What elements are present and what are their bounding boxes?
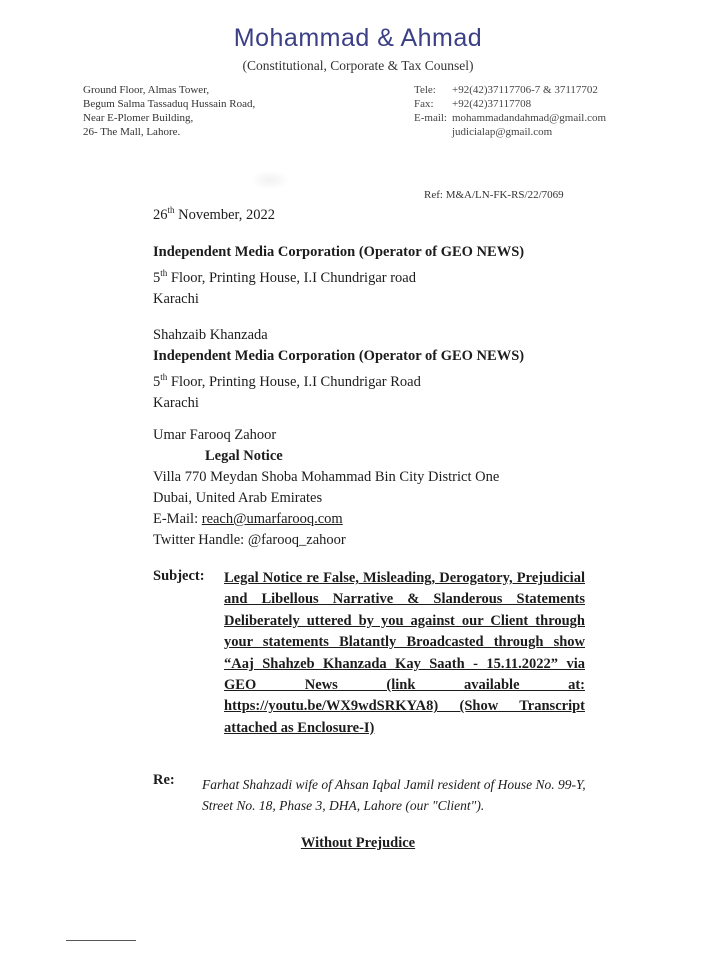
recipient-name: Shahzaib Khanzada bbox=[153, 327, 268, 343]
firm-name: Mohammad & Ahmad bbox=[233, 24, 483, 52]
re-label: Re: bbox=[153, 772, 175, 788]
recipient-email-label: E-Mail: bbox=[153, 511, 202, 527]
tele-value: +92(42)37117706-7 & 37117702 bbox=[452, 84, 598, 96]
recipient-address bbox=[153, 367, 524, 393]
letter-date bbox=[153, 205, 275, 224]
firm-address-line: Near E-Plomer Building, bbox=[83, 112, 194, 124]
date-rest: November, 2022 bbox=[174, 206, 276, 223]
scan-smudge bbox=[250, 170, 290, 190]
floor-number: 5 bbox=[153, 373, 161, 390]
floor-rest: Floor, Printing House, I.I Chundrigar Road bbox=[167, 373, 421, 390]
floor-suffix: th bbox=[160, 372, 168, 382]
recipient-twitter: Twitter Handle: @farooq_zahoor bbox=[153, 532, 346, 548]
re-text: Farhat Shahzadi wife of Ahsan Iqbal Jamil resident of House No. 99-Y, Street No. 18, Phase 3, DHA, Lahore (our "Client"). bbox=[202, 777, 586, 813]
fax-row bbox=[414, 97, 606, 111]
footer-rule bbox=[66, 940, 136, 941]
firm-contact bbox=[414, 83, 606, 139]
subject-label: Subject: bbox=[153, 568, 205, 584]
recipient-address: Villa 770 Meydan Shoba Mohammad Bin City District One bbox=[153, 469, 500, 485]
subject-text: Legal Notice re False, Misleading, Derogatory, Prejudicial and Libellous Narrative & Slanderous Statements Deliberately uttered by you against our Client through your statements Blatantly Broadcasted through show “Aaj Shahzeb Khanzada Kay Saath - 15.11.2022” via GEO News (link available at: https://youtu.be/WX9wdSRKYA8) (Show Transcript attached as Enclosure-I) bbox=[224, 570, 585, 736]
floor-rest: Floor, Printing House, I.I Chundrigar road bbox=[167, 269, 416, 286]
date-day: 26 bbox=[153, 206, 168, 223]
recipient-email-link[interactable]: reach@umarfarooq.com bbox=[201, 511, 343, 527]
recipient-name: Umar Farooq Zahoor bbox=[153, 427, 277, 443]
recipient-city: Karachi bbox=[153, 290, 199, 307]
fax-label: Fax: bbox=[414, 98, 434, 110]
firm-address-line: Begum Salma Tassaduq Hussain Road, bbox=[83, 98, 256, 110]
email-value: mohammadandahmad@gmail.com bbox=[452, 112, 607, 124]
firm-tagline: (Constitutional, Corporate & Tax Counsel) bbox=[242, 58, 474, 73]
fax-value: +92(42)37117708 bbox=[452, 98, 532, 110]
recipient-block bbox=[153, 242, 524, 310]
tele-row bbox=[414, 83, 606, 97]
email-value-secondary: judicialap@gmail.com bbox=[452, 126, 553, 138]
legal-notice-label: Legal Notice bbox=[205, 448, 283, 464]
floor-number: 5 bbox=[153, 269, 161, 286]
reference-number: Ref: M&A/LN-FK-RS/22/7069 bbox=[424, 189, 564, 201]
email-row bbox=[414, 111, 606, 125]
email-label: E-mail: bbox=[414, 112, 447, 124]
recipient-org: Independent Media Corporation (Operator of GEO NEWS) bbox=[153, 244, 525, 260]
recipient-email-row bbox=[153, 509, 499, 530]
recipient-block bbox=[153, 325, 524, 414]
firm-address-line: 26- The Mall, Lahore. bbox=[83, 126, 181, 138]
recipient-country: Dubai, United Arab Emirates bbox=[153, 490, 323, 506]
firm-address-line: Ground Floor, Almas Tower, bbox=[83, 84, 210, 96]
without-prejudice-heading: Without Prejudice bbox=[300, 835, 416, 851]
floor-suffix: th bbox=[160, 268, 168, 278]
date-suffix: th bbox=[167, 205, 175, 215]
recipient-address bbox=[153, 263, 524, 289]
recipient-org: Independent Media Corporation (Operator of GEO NEWS) bbox=[153, 348, 525, 364]
tele-label: Tele: bbox=[414, 84, 436, 96]
firm-address bbox=[83, 83, 255, 139]
recipient-city: Karachi bbox=[153, 394, 199, 411]
recipient-block bbox=[153, 425, 499, 551]
